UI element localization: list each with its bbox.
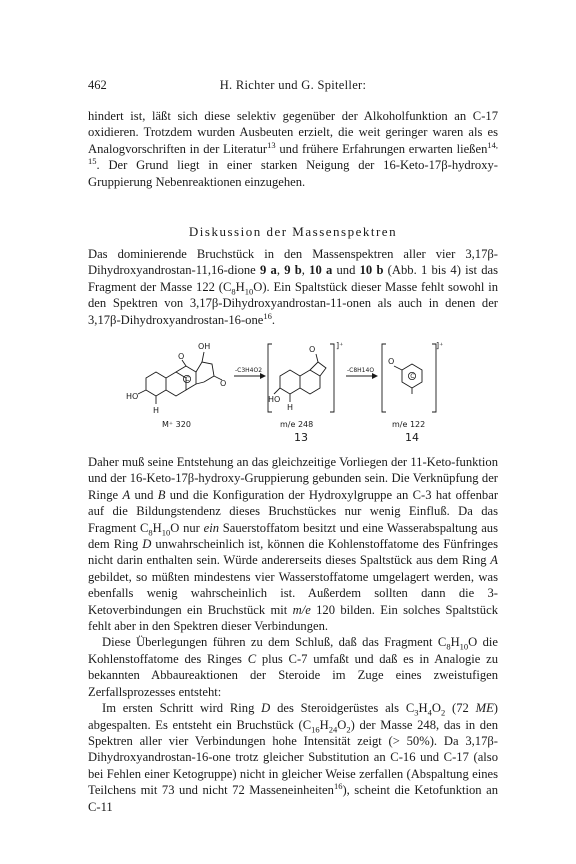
text-run: und: [130, 487, 158, 502]
text-run: (Abb. 1 bis 4) ist das Fragment der Masse 122 (C: [88, 263, 499, 294]
text-run: hindert ist, läßt sich diese selektiv gegenüber der Alkoholfunktion an C-17 oxidieren. Trotzdem wurden Ausbeuten erzielt, die weit geringer waren als es Analogvorschriften in der Literatur: [88, 109, 498, 156]
oxo-label: O: [388, 357, 395, 366]
oh-label: OH: [198, 342, 211, 351]
svg-text:C: C: [185, 376, 190, 384]
bracket-open: [382, 344, 386, 412]
ho-label: HO: [268, 395, 281, 404]
ring-label: C: [247, 651, 257, 666]
svg-text:C: C: [410, 373, 415, 381]
h-label: H: [153, 406, 160, 415]
text-run: H: [418, 701, 428, 716]
text-run: ), scheint die Ketofunktion an C-11: [88, 783, 498, 814]
reference: 14, 15: [88, 139, 498, 167]
paragraph-1: [88, 108, 498, 190]
subscript: 8: [446, 641, 451, 652]
ho-label: HO: [126, 392, 139, 401]
running-title: H. Richter und G. Spiteller:: [219, 78, 367, 92]
subscript: 10: [161, 527, 171, 538]
h-label: H: [287, 403, 294, 412]
text-run: H: [319, 717, 329, 732]
compound-number: 13: [294, 431, 308, 444]
mass-label: m/e 248: [280, 420, 314, 429]
compound-ref: 10 b: [359, 263, 384, 278]
text-run: Im ersten Schritt wird Ring: [102, 701, 262, 716]
reference: 16: [263, 310, 272, 321]
text-run: H: [235, 279, 245, 294]
emphasis: ein: [203, 520, 219, 535]
compound-ref: 10 a: [309, 263, 333, 278]
page-number: 462: [88, 78, 107, 92]
oxo-label: O: [309, 345, 316, 354]
mass-notation: ME: [475, 701, 494, 716]
text-run: Sauerstoffatom besitzt und eine Wasserabspaltung aus dem Ring: [88, 520, 498, 552]
ring-label: D: [142, 537, 152, 552]
text-run: und: [332, 263, 360, 278]
section-heading: Diskussion der Massenspektren: [188, 224, 398, 239]
text-run: O die Kohlenstoffatome des Ringes: [88, 635, 498, 666]
text-run: Daher muß seine Entstehung an das gleichzeitige Vorliegen der 11-Keto-funktion und der 16-Keto-17β-hydroxy-Gruppierung gebunden sein. Die Verknüpfung der Ringe: [88, 455, 498, 502]
text-run: 120 bilden. Ein solches Spaltstück fehlt aber in den Spektren dieser Verbindungen.: [88, 602, 498, 634]
reference: 13: [267, 139, 276, 150]
subscript: 16: [311, 724, 320, 735]
subscript: 24: [328, 724, 338, 735]
fragment-structure-248: [274, 354, 326, 402]
reference: 16: [333, 780, 343, 791]
text-run: des Steroidgerüstes als C: [270, 701, 415, 716]
subscript: 10: [244, 286, 254, 297]
text-run: ,: [301, 263, 310, 278]
fragment-structure-122: [394, 364, 422, 394]
text-run: ) abgespalten. Es entsteht ein Bruchstück (C: [88, 701, 498, 732]
oxo-label: O: [220, 379, 227, 388]
mass-label: M⁺ 320: [162, 420, 191, 429]
text-run: O: [431, 701, 441, 716]
text-run: Diese Überlegungen führen zu dem Schluß, daß das Fragment C: [102, 635, 447, 650]
radical-cation-mark: ]⁺: [336, 341, 344, 350]
subscript: 10: [459, 641, 469, 652]
oxo-label: O: [178, 352, 185, 361]
subscript: 4: [427, 707, 432, 718]
text-run: O nur: [170, 520, 204, 535]
subscript: 2: [440, 707, 446, 718]
ring-label: A: [122, 487, 131, 502]
compound-ref: 9 b: [284, 263, 302, 278]
text-run: .: [271, 312, 275, 327]
bracket-close: [432, 344, 436, 412]
fragmentation-scheme: [126, 332, 446, 444]
subscript: 2: [346, 724, 351, 735]
text-run: unwahrscheinlich ist, können die Kohlenstoffatome des Fünfringes nicht darin enthalten sein. Würde andererseits dieses Spaltstück aus dem Ring: [88, 537, 498, 568]
text-run: H: [152, 520, 162, 535]
text-run: und frühere Erfahrungen erwarten ließen: [275, 141, 488, 156]
radical-cation-mark: ]⁺: [436, 341, 444, 350]
subscript: 8: [148, 527, 153, 538]
text-run: Das dominierende Bruchstück in den Massenspektren aller vier 3,17β-Dihydroxyandrostan-11,16-dione: [88, 247, 498, 278]
text-run: gebildet, so müßten mindestens vier Wasserstoffatome umgelagert werden, was ebenfalls wenig wahrscheinlich ist. Außerdem sollten dann die 3-Ketoverbindungen ein Bruchstück mit: [88, 569, 498, 617]
text-run: O). Ein Spaltstück dieser Masse fehlt sowohl in den Spektren von 3,17β-Dihydroxyandrostan-11-onen als auch in denen der 3,17β-Dihydroxyandrostan-16-one: [88, 279, 498, 327]
page-header: [88, 78, 498, 94]
ring-label: D: [261, 701, 271, 716]
mass-label: m/e 122: [392, 420, 426, 429]
text-run: . Der Grund liegt in einer starken Neigung der 16-Keto-17β-hydroxy-Gruppierung Nebenreaktionen einzugehen.: [88, 158, 498, 189]
text-run: und die Konfiguration der Hydroxylgruppe an C-3 hat offenbar auf die Bildungstendenz dieses Bruchstückes nur wenig Einfluß. Da das Fragment C: [88, 487, 499, 535]
text-run: ,: [276, 263, 285, 278]
arrow-2-label: -C8H14O: [347, 367, 375, 374]
text-run: H: [450, 635, 460, 650]
text-run: (72: [445, 701, 476, 716]
scheme-drawing: [126, 332, 446, 444]
bracket-close: [330, 344, 334, 412]
compound-number: 14: [405, 431, 419, 444]
paragraph-3: [88, 454, 498, 815]
text-run: O: [337, 717, 347, 732]
paragraph-2: [88, 246, 498, 328]
compound-ref: 9 a: [260, 263, 277, 278]
subscript: 8: [231, 286, 236, 297]
arrow-1-label: -C3H4O2: [235, 367, 263, 374]
mass-notation: m/e: [292, 602, 311, 617]
text-run: plus C-7 umfaßt und daß es in Analogie zu bekannten Abbaureaktionen der Steroide im Zuge eines zweistufigen Zerfallsprozesses entsteht:: [88, 651, 498, 699]
ring-label: B: [157, 487, 166, 502]
text-run: ) der Masse 248, das in den Spektren aller vier Verbindungen hohe Intensität zeigt (> 50%). Da 3,17β-Dihydroxyandrostan-16-one trotz gleicher Substitution an C-16 und C-17 (also bei Fehlen einer Ketogruppe) nicht in gleicher Weise zerfallen (Abspaltung eines Teilchens mit 73 und nicht 72 Masseneinheiten: [88, 717, 498, 798]
subscript: 3: [414, 707, 419, 718]
ring-label: A: [490, 553, 498, 568]
